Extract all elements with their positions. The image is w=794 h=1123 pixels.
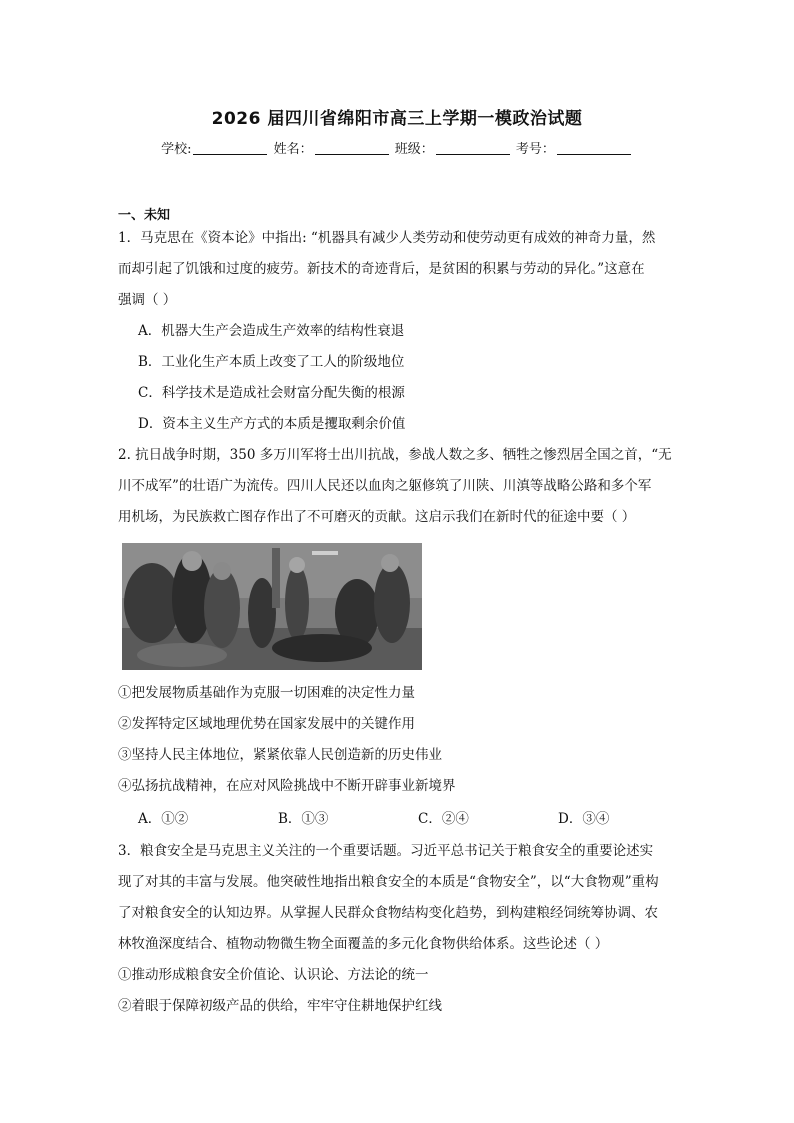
- q3-line-2: 现了对其的丰富与发展。他突破性地指出粮食安全的本质是“食物安全”，以“大食物观”重构: [118, 874, 659, 890]
- page-title: 2026 届四川省绵阳市高三上学期一模政治试题: [211, 109, 583, 129]
- q3-statement-2: ②着眼于保障初级产品的供给，牢牢守住耕地保护红线: [118, 998, 442, 1014]
- q2-line-1: 2. 抗日战争时期，350 多万川军将士出川抗战，参战人数之多、牺牲之惨烈居全国之首，“无: [118, 447, 672, 463]
- q2-line-3: 用机场，为民族救亡图存作出了不可磨灭的贡献。这启示我们在新时代的征途中要（ ）: [118, 509, 636, 525]
- number-label: 考号：: [515, 142, 555, 157]
- school-label: 学校:: [161, 142, 192, 157]
- q2-choice-a: A．①②: [138, 811, 189, 827]
- q2-statement-1: ①把发展物质基础作为克服一切困难的决定性力量: [118, 685, 415, 701]
- q1-line-1: 1．马克思在《资本论》中指出: “机器具有减少人类劳动和使劳动更有成效的神奇力量，然: [118, 230, 656, 246]
- q2-statement-4: ④弘扬抗战精神，在应对风险挑战中不断开辟事业新境界: [118, 778, 456, 794]
- school-blank[interactable]: [193, 142, 267, 155]
- q1-option-c: C．科学技术是造成社会财富分配失衡的根源: [138, 385, 405, 401]
- name-blank[interactable]: [315, 142, 389, 155]
- q2-choices: [138, 813, 638, 827]
- q1-line-3: 强调（ ）: [118, 292, 177, 308]
- q2-choice-b: B．①③: [278, 811, 329, 827]
- q1-option-b: B．工业化生产本质上改变了工人的阶级地位: [138, 354, 405, 370]
- name-label: 姓名：: [273, 142, 313, 157]
- q2-line-2: 川不成军”的壮语广为流传。四川人民还以血肉之躯修筑了川陕、川滇等战略公路和多个军: [118, 478, 652, 494]
- q1-option-d: D．资本主义生产方式的本质是攫取剩余价值: [138, 416, 406, 432]
- q2-choice-d: D．③④: [558, 811, 610, 827]
- section-heading: 一、未知: [118, 208, 171, 223]
- q1-line-2: 而却引起了饥饿和过度的疲劳。新技术的奇迹背后，是贫困的积累与劳动的异化。”这意在: [118, 261, 645, 277]
- q3-line-4: 林牧渔深度结合、植物动物微生物全面覆盖的多元化食物供给体系。这些论述（ ）: [118, 936, 609, 952]
- historical-photo-image: [122, 543, 422, 670]
- historical-photo: [122, 543, 422, 670]
- q2-statement-2: ②发挥特定区域地理优势在国家发展中的关键作用: [118, 716, 415, 732]
- q2-statement-3: ③坚持人民主体地位，紧紧依靠人民创造新的历史伟业: [118, 747, 442, 763]
- q3-line-3: 了对粮食安全的认知边界。从掌握人民群众食物结构变化趋势，到构建粮经饲统筹协调、农: [118, 905, 658, 921]
- q2-choice-c: C．②④: [418, 811, 469, 827]
- q1-option-a: A．机器大生产会造成生产效率的结构性衰退: [138, 323, 405, 339]
- q3-statement-1: ①推动形成粮食安全价值论、认识论、方法论的统一: [118, 967, 429, 983]
- student-info-row: [0, 138, 794, 157]
- q3-line-1: 3．粮食安全是马克思主义关注的一个重要话题。习近平总书记关于粮食安全的重要论述实: [118, 843, 654, 859]
- class-blank[interactable]: [436, 142, 510, 155]
- number-blank[interactable]: [557, 142, 631, 155]
- class-label: 班级：: [394, 142, 434, 157]
